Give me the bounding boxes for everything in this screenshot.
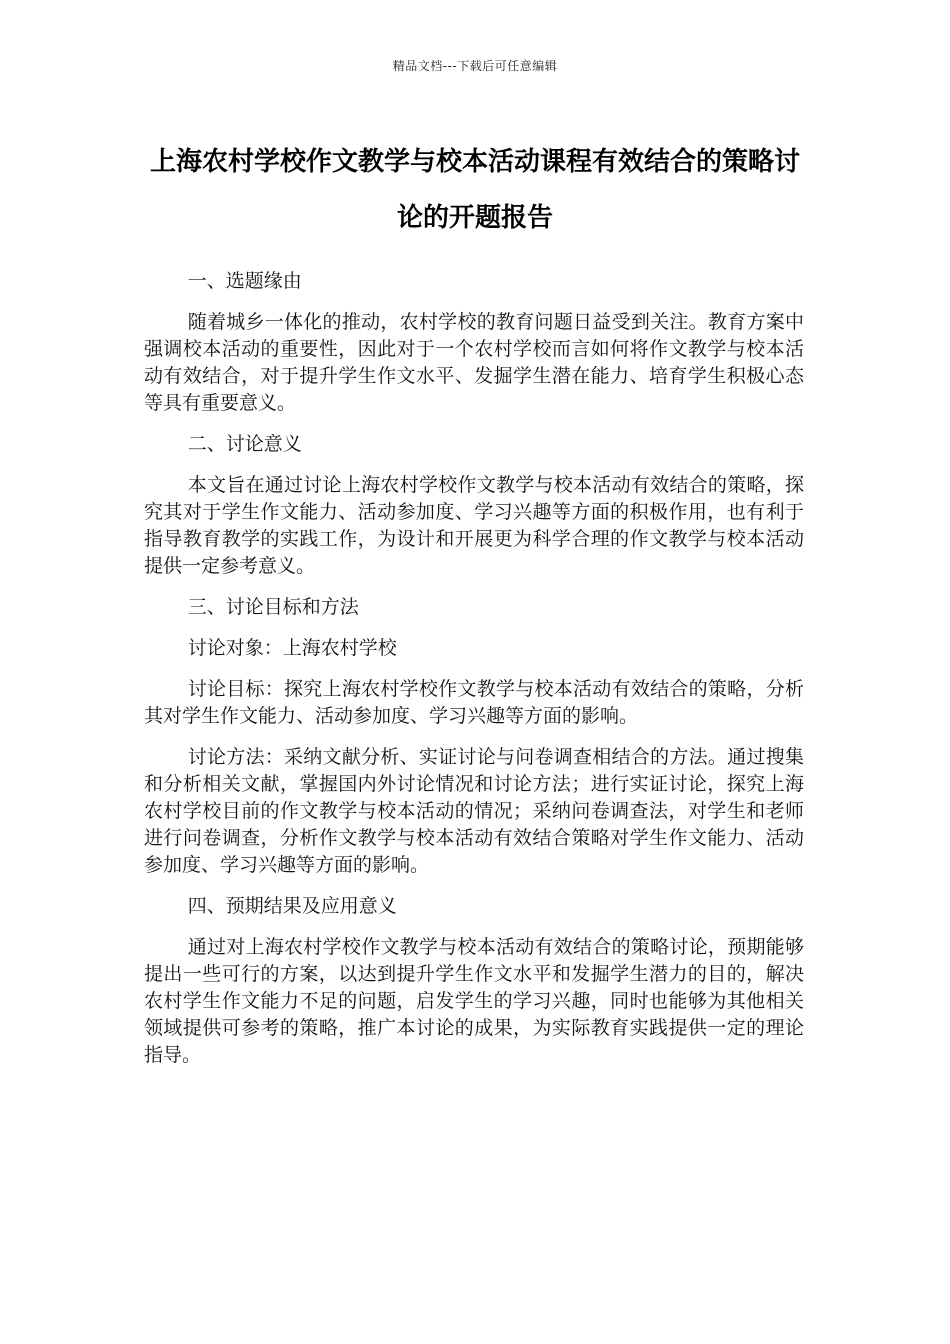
section-2-paragraph: 本文旨在通过讨论上海农村学校作文教学与校本活动有效结合的策略，探究其对于学生作文能力、活动参加度、学习兴趣等方面的积极作用，也有利于指导教育教学的实践工作，为设计和开展更为科学合理的作文教学与校本活动提供一定参考意义。: [144, 474, 804, 577]
research-method-paragraph: 讨论方法：采纳文献分析、实证讨论与问卷调查相结合的方法。通过搜集和分析相关文献，掌握国内外讨论情况和讨论方法；进行实证讨论，探究上海农村学校目前的作文教学与校本活动的情况；采纳问卷调查法，对学生和老师进行问卷调查，分析作文教学与校本活动有效结合策略对学生作文能力、活动参加度、学习兴趣等方面的影响。: [144, 746, 804, 876]
document-title: 上海农村学校作文教学与校本活动课程有效结合的策略讨论的开题报告: [149, 147, 800, 233]
document-body: [144, 268, 804, 1083]
section-heading-4: 四、预期结果及应用意义: [187, 895, 397, 917]
research-object-paragraph: 讨论对象：上海农村学校: [187, 637, 397, 659]
section-heading-3: 三、讨论目标和方法: [187, 596, 359, 618]
section-4-paragraph: 通过对上海农村学校作文教学与校本活动有效结合的策略讨论，预期能够提出一些可行的方案，以达到提升学生作文水平和发掘学生潜力的目的，解决农村学生作文能力不足的问题，启发学生的学习兴趣，同时也能够为其他相关领域提供可参考的策略，推广本讨论的成果，为实际教育实践提供一定的理论指导。: [144, 936, 804, 1066]
section-1-paragraph: 随着城乡一体化的推动，农村学校的教育问题日益受到关注。教育方案中强调校本活动的重要性，因此对于一个农村学校而言如何将作文教学与校本活动有效结合，对于提升学生作文水平、发掘学生潜在能力、培育学生积极心态等具有重要意义。: [144, 311, 804, 414]
section-heading-2: 二、讨论意义: [187, 433, 302, 455]
section-heading-1: 一、选题缘由: [187, 270, 302, 292]
header-watermark: 精品文档---下载后可任意编辑: [392, 59, 558, 73]
research-goal-paragraph: 讨论目标：探究上海农村学校作文教学与校本活动有效结合的策略，分析其对学生作文能力、活动参加度、学习兴趣等方面的影响。: [144, 678, 804, 727]
